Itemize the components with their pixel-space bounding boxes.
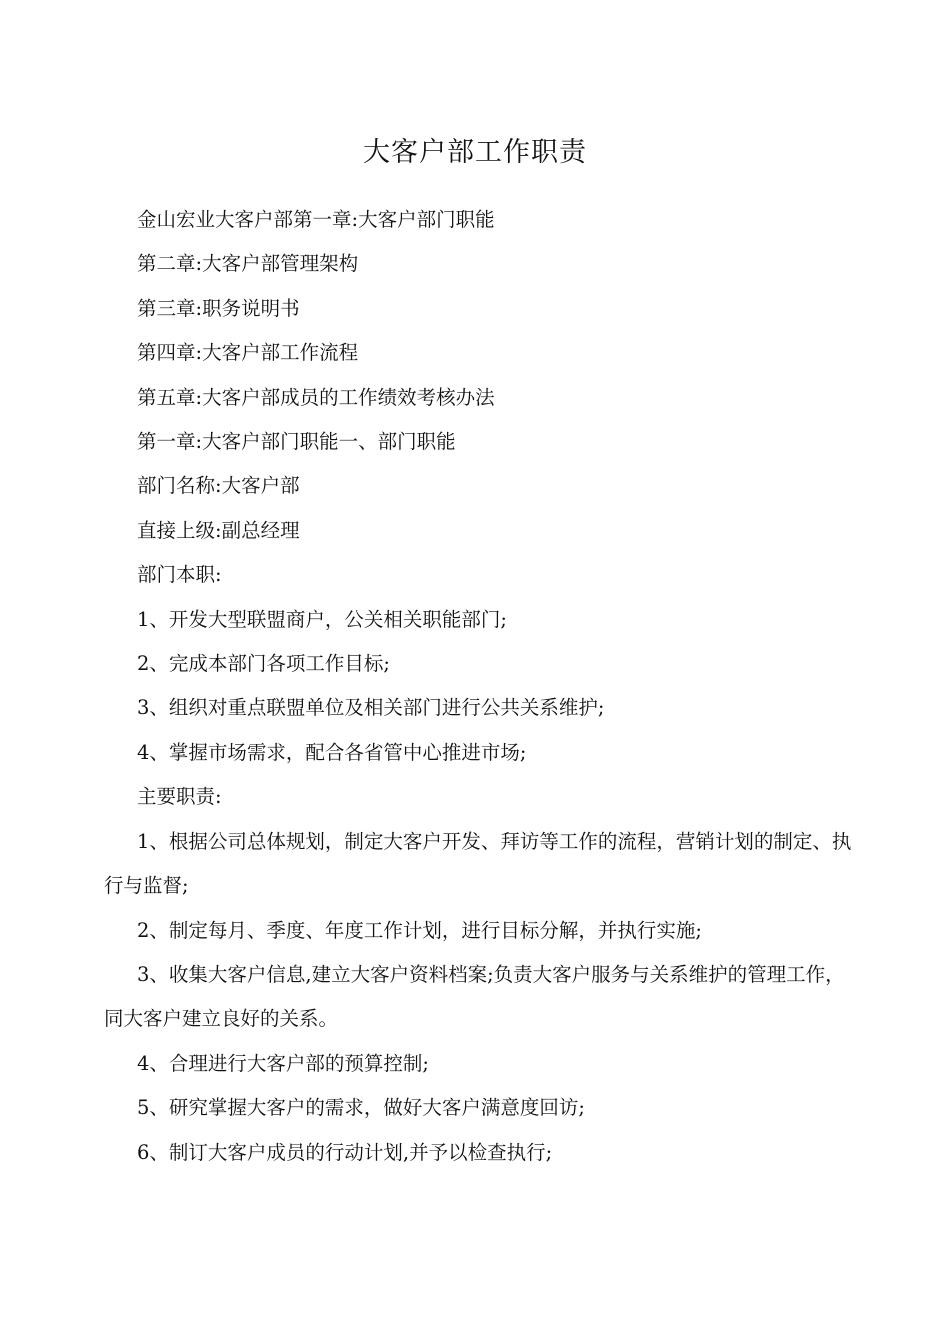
paragraph-toc-chapter-2: 第二章:大客户部管理架构 [137,252,359,276]
paragraph-department-duty-heading: 部门本职: [137,563,222,587]
paragraph-duty-item-4: 4、掌握市场需求，配合各省管中心推进市场; [137,740,527,764]
paragraph-direct-superior: 直接上级:副总经理 [137,518,300,542]
paragraph-responsibility-5: 5、研究掌握大客户的需求，做好大客户满意度回访; [137,1096,585,1120]
document-title: 大客户部工作职责 [363,137,587,168]
paragraph-responsibility-1: 1、根据公司总体规划，制定大客户开发、拜访等工作的流程，营销计划的制定、执行与监督; [104,829,852,898]
paragraph-main-responsibilities-heading: 主要职责: [137,785,222,809]
paragraph-toc-chapter-3: 第三章:职务说明书 [137,296,300,320]
document-body [104,198,864,1175]
paragraph-responsibility-2: 2、制定每月、季度、年度工作计划，进行目标分解，并执行实施; [137,918,702,942]
paragraph-responsibility-6: 6、制订大客户成员的行动计划,并予以检查执行; [137,1140,553,1164]
paragraph-toc-chapter-4: 第四章:大客户部工作流程 [137,341,359,365]
paragraph-responsibility-3: 3、收集大客户信息,建立大客户资料档案;负责大客户服务与关系维护的管理工作，同大客户建立良好的关系。 [104,962,845,1031]
paragraph-toc-chapter-1: 金山宏业大客户部第一章:大客户部门职能 [137,208,495,231]
paragraph-chapter-1-heading: 第一章:大客户部门职能一、部门职能 [137,430,456,454]
paragraph-duty-item-2: 2、完成本部门各项工作目标; [137,652,390,676]
paragraph-duty-item-1: 1、开发大型联盟商户，公关相关职能部门; [137,607,507,631]
paragraph-responsibility-4: 4、合理进行大客户部的预算控制; [137,1051,429,1075]
paragraph-toc-chapter-5: 第五章:大客户部成员的工作绩效考核办法 [137,385,495,409]
paragraph-duty-item-3: 3、组织对重点联盟单位及相关部门进行公共关系维护; [137,696,605,720]
paragraph-department-name: 部门名称:大客户部 [137,474,300,498]
